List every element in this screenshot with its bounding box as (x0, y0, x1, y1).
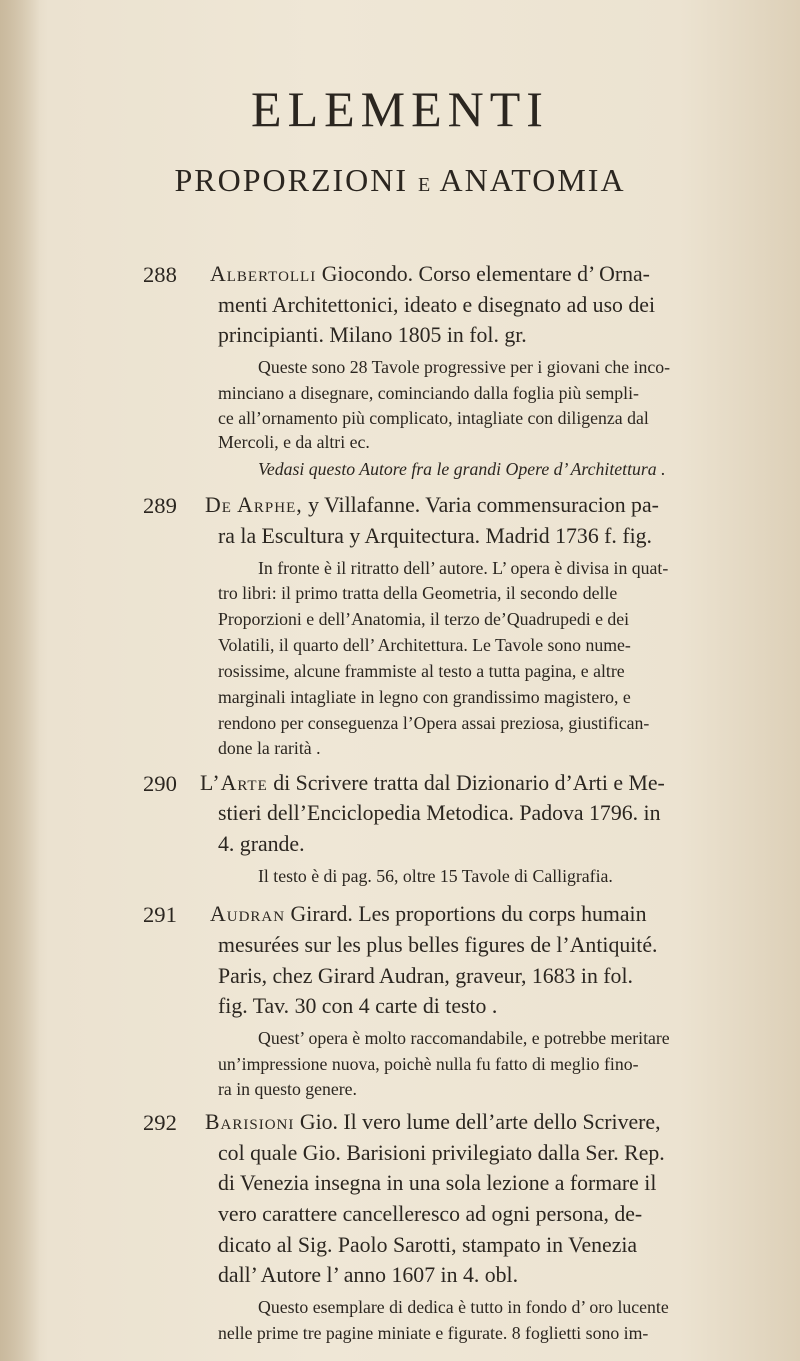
entry-author: L’Arte (200, 770, 268, 795)
entry-author: Audran (210, 902, 286, 927)
entry-title-line: Giocondo. Corso elementare d’ Orna- (321, 262, 650, 286)
entry-number: 290 (143, 770, 177, 796)
entry-note-line: un’impressione nuova, poichè nulla fu fatto di meglio fino- (218, 1054, 639, 1075)
entry-note-line: Il testo è di pag. 56, oltre 15 Tavole di Calligrafia. (258, 865, 613, 886)
entry-note-line: ra in questo genere. (218, 1079, 357, 1100)
entry-note-line: In fronte è il ritratto dell’ autore. L’ opera è divisa in quat- (258, 557, 669, 578)
entry-heading (205, 1110, 661, 1135)
entry-title-line: fig. Tav. 30 con 4 carte di testo . (218, 994, 498, 1019)
entry-note-line: Mercoli, e da altri ec. (218, 432, 370, 453)
entry-note-line: Quest’ opera è molto raccomandabile, e potrebbe meritare (258, 1028, 670, 1049)
entry-note-line: marginali intagliate in legno con grandissimo magistero, e (218, 686, 631, 707)
entry-number: 289 (143, 492, 177, 518)
entry-number: 291 (143, 902, 177, 928)
entry-note-line: ce all’ornamento più complicato, intagliate con diligenza dal (218, 408, 649, 429)
entry-title-line: stieri dell’Enciclopedia Metodica. Padova 1796. in (218, 801, 661, 826)
section-heading-conjunction: E (418, 174, 432, 196)
entry-title-line: di Scrivere tratta dal Dizionario d’Arti e Me- (273, 770, 665, 795)
entry-title-line: dicato al Sig. Paolo Sarotti, stampato in Venezia (218, 1232, 638, 1257)
entry-see-also: Vedasi questo Autore fra le grandi Opere d’ Architettura . (258, 459, 666, 480)
page-gutter-shadow (0, 0, 40, 1361)
entry-title-line: ra la Escultura y Arquitectura. Madrid 1736 f. fig. (218, 523, 652, 548)
entry-title-line: Paris, chez Girard Audran, graveur, 1683 in fol. (218, 963, 633, 988)
entry-heading (210, 902, 646, 927)
entry-title-line: Girard. Les proportions du corps humain (290, 902, 647, 927)
entry-title-line: 4. grande. (218, 832, 305, 857)
entry-heading (210, 262, 650, 287)
entry-author: Barisioni (205, 1109, 295, 1134)
section-heading-part-b: ANATOMIA (439, 162, 626, 198)
section-heading-part-a: PROPORZIONI (174, 162, 409, 198)
entry-heading (200, 771, 665, 796)
page-title: ELEMENTI (251, 81, 549, 137)
entry-note-line: Questo esemplare di dedica è tutto in fondo d’ oro lucente (258, 1297, 669, 1318)
entry-author: Albertolli (210, 262, 317, 286)
entry-title-line: principianti. Milano 1805 in fol. gr. (218, 323, 527, 348)
entry-author: De Arphe, (205, 492, 303, 517)
entry-title-line: Gio. Il vero lume dell’arte dello Scrivere, (299, 1109, 661, 1134)
entry-title-line: dall’ Autore l’ anno 1607 in 4. obl. (218, 1263, 519, 1288)
entry-heading (205, 493, 659, 518)
entry-title-line: y Villafanne. Varia commensuracion pa- (308, 492, 659, 517)
entry-note-line: Proporzioni e dell’Anatomia, il terzo de’Quadrupedi e dei (218, 609, 630, 630)
entry-note-line: rendono per conseguenza l’Opera assai preziosa, giustifican- (218, 712, 650, 733)
entry-note-line: nelle prime tre pagine miniate e figurate. 8 foglietti sono im- (218, 1323, 649, 1343)
entry-title-line: di Venezia insegna in una sola lezione a formare il (218, 1171, 657, 1196)
entry-note-line: Queste sono 28 Tavole progressive per i giovani che inco- (258, 357, 670, 378)
entry-title-line: col quale Gio. Barisioni privilegiato dalla Ser. Rep. (218, 1140, 665, 1165)
entry-number: 288 (143, 262, 177, 287)
entry-title-line: vero carattere cancelleresco ad ogni persona, de- (218, 1201, 643, 1226)
entry-note-line: rosissime, alcune frammiste al testo a tutta pagina, e altre (218, 660, 625, 681)
entry-note-line: done la rarità . (218, 737, 321, 758)
entry-number: 292 (143, 1109, 177, 1135)
entry-note-line: minciano a disegnare, cominciando dalla foglia più sempli- (218, 383, 639, 404)
entry-title-line: menti Architettonici, ideato e disegnato ad uso dei (218, 292, 656, 317)
entry-title-line: mesurées sur les plus belles figures de l’Antiquité. (218, 932, 658, 957)
entry-note-line: Volatili, il quarto dell’ Architettura. Le Tavole sono nume- (218, 635, 631, 656)
entry-note-line: tro libri: il primo tratta della Geometria, il secondo delle (218, 583, 618, 604)
section-heading (0, 162, 800, 199)
